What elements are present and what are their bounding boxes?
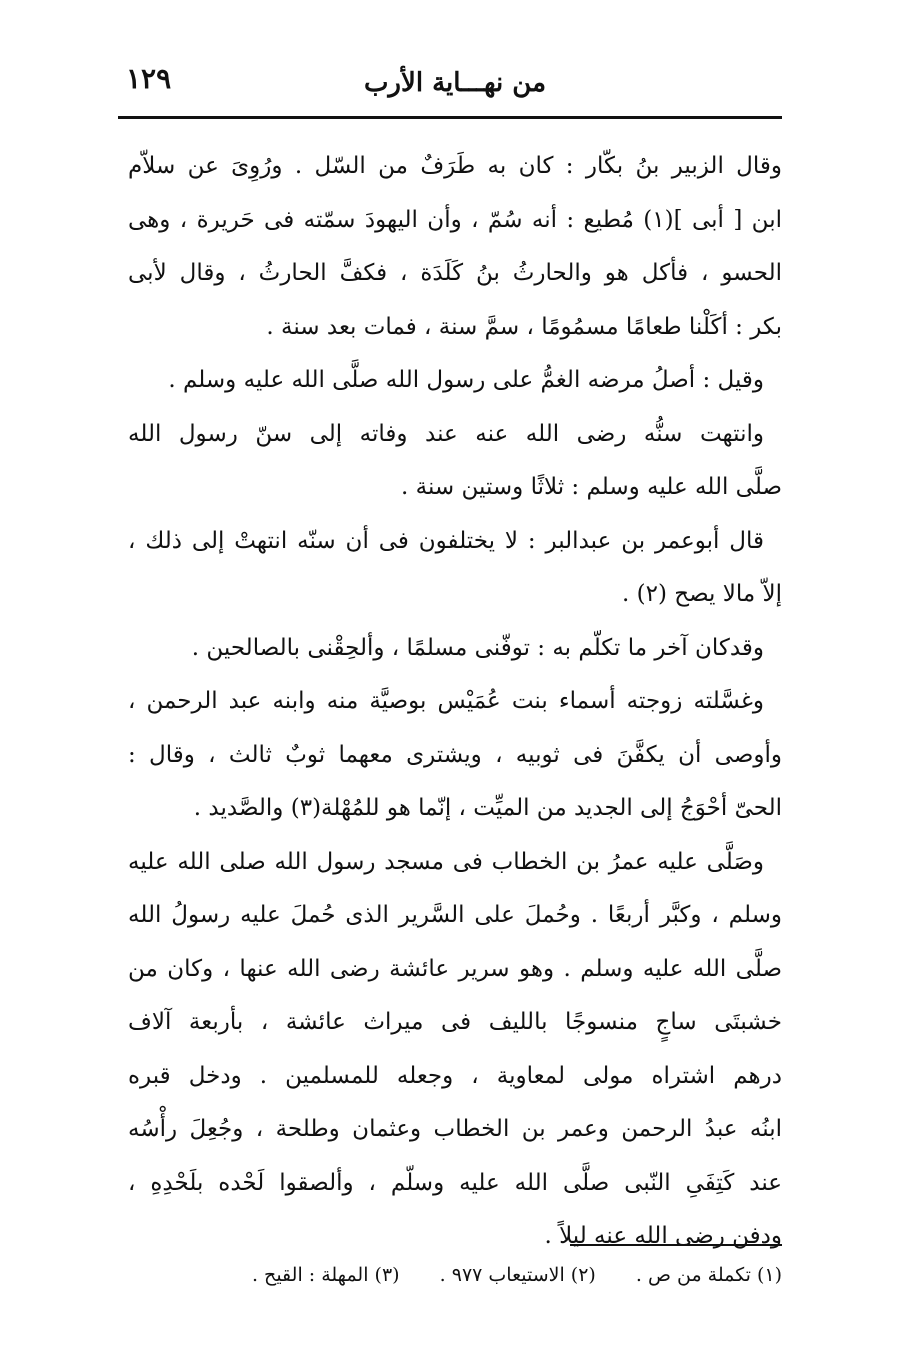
- text-line: الحىّ أحْوَجُ إلى الجديد من الميِّت ، إنّما هو للمُهْلة(٣) والصَّديد .: [193, 795, 782, 821]
- header-rule: [118, 116, 782, 119]
- text-line: ابن [ أبى ](١) مُطيع : أنه سُمّ ، وأن اليهودَ سمّته فى حَريرة ، وهى: [128, 206, 782, 233]
- text-line: درهم اشتراه مولى لمعاوية ، وجعله للمسلمين . ودخل قبره: [128, 1062, 782, 1089]
- text-line: إلاّ مالا يصح (٢) .: [621, 581, 782, 607]
- text-line: وانتهت سنُّه رضى الله عنه عند وفاته إلى سنّ رسول الله: [128, 420, 764, 447]
- text-line: وقال الزبير بنُ بكّار : كان به طَرَفٌ من السّل . ورُوِىَ عن سلاّم: [128, 153, 782, 179]
- page-header: [0, 0, 914, 120]
- footnotes: [128, 1258, 782, 1292]
- footnote-1: (١) تكملة من ص .: [635, 1264, 782, 1286]
- text-line: وأوصى أن يكفَّنَ فى ثوبيه ، ويشترى معهما ثوبٌ ثالث ، وقال :: [128, 741, 782, 768]
- text-line: وغسَّلته زوجته أسماء بنت عُمَيْس بوصيَّة منه وابنه عبد الرحمن ،: [128, 688, 764, 714]
- text-line: صلَّى الله عليه وسلم . وهو سرير عائشة رضى الله عنها ، وكان من: [128, 955, 782, 982]
- text-line: ابنُه عبدُ الرحمن وعمر بن الخطاب وعثمان وطلحة ، وجُعِلَ رأْسُه: [128, 1116, 782, 1142]
- footnote-3: (٣) المهلة : القيح .: [251, 1264, 400, 1286]
- text-line: خشبتَى ساجٍ منسوجًا بالليف فى ميراث عائشة ، بأربعة آلاف: [128, 1009, 782, 1035]
- text-line: وقدكان آخر ما تكلّم به : توفّنى مسلمًا ، وألحِقْنى بالصالحين .: [191, 634, 764, 661]
- text-line: صلَّى الله عليه وسلم : ثلاثًا وستين سنة .: [401, 474, 782, 500]
- footnote-rule: [570, 1244, 782, 1246]
- running-title: من نهـــاية الأرب: [363, 68, 547, 98]
- text-line: بكر : أكَلْنا طعامًا مسمُومًا ، سمَّ سنة ، فمات بعد سنة .: [266, 313, 782, 340]
- text-line: وصَلَّى عليه عمرُ بن الخطاب فى مسجد رسول الله صلى الله عليه: [128, 848, 764, 875]
- text-line: وقيل : أصلُ مرضه الغمُّ على رسول الله صلَّى الله عليه وسلم .: [168, 367, 764, 393]
- text-line: الحسو ، فأكل هو والحارثُ بنُ كَلَدَة ، فكفَّ الحارثُ ، وقال لأبى: [128, 260, 782, 286]
- page-number: ١٢٩: [126, 62, 172, 95]
- footnote-2: (٢) الاستيعاب ٩٧٧ .: [439, 1264, 596, 1286]
- text-line: ودفن رضى الله عنه ليلاً .: [544, 1223, 782, 1249]
- text-line: وسلم ، وكبَّر أربعًا . وحُملَ على السَّرير الذى حُملَ عليه رسولُ الله: [128, 902, 782, 928]
- body-text: [128, 140, 782, 1264]
- text-line: قال أبوعمر بن عبدالبر : لا يختلفون فى أن سنّه انتهتْ إلى ذلك ،: [128, 527, 764, 554]
- text-line: عند كَتِفَىِ النّبى صلَّى الله عليه وسلّم ، وألصقوا لَحْده بلَحْدِهِ ،: [128, 1169, 782, 1196]
